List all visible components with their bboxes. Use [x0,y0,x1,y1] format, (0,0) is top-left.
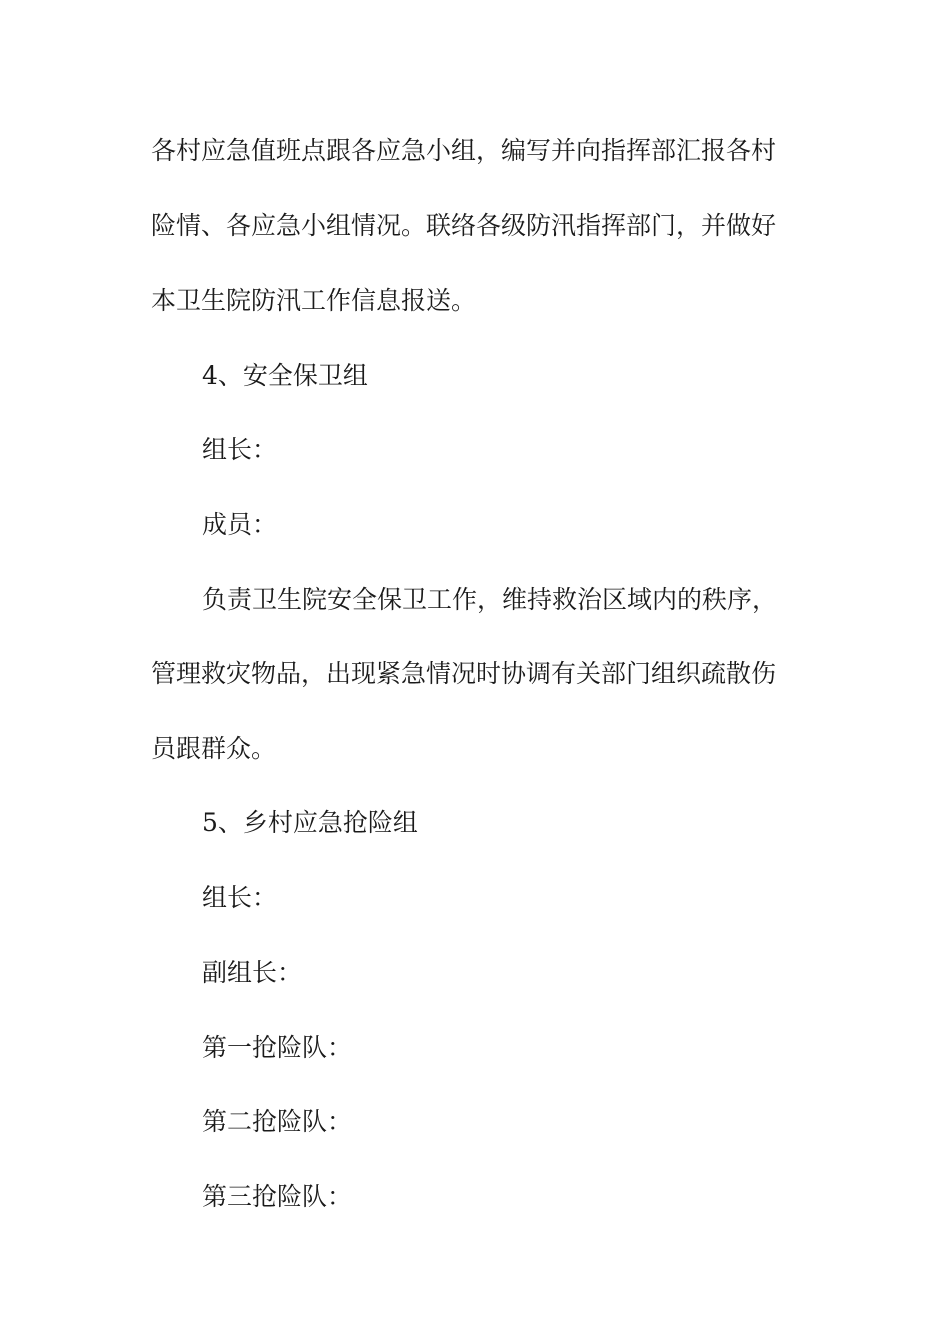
rescue-team-label: 第二抢险队： [202,1107,353,1136]
group-leader-label: 组长： [202,435,278,464]
rescue-team-label: 第一抢险队： [202,1033,353,1062]
body-text-line: 各村应急值班点跟各应急小组，编写并向指挥部汇报各村 [151,136,777,165]
group-leader-label: 组长： [202,883,278,912]
members-label: 成员： [202,510,278,539]
rescue-team-label: 第三抢险队： [202,1182,353,1211]
body-text-line: 员跟群众。 [151,734,277,763]
section-heading: 5、乡村应急抢险组 [202,808,418,837]
section-heading: 4、安全保卫组 [202,361,368,390]
body-text-line: 管理救灾物品，出现紧急情况时协调有关部门组织疏散伤 [151,659,777,688]
deputy-leader-label: 副组长： [202,958,303,987]
body-text-line: 本卫生院防汛工作信息报送。 [151,286,477,315]
body-text-line: 负责卫生院安全保卫工作，维持救治区域内的秩序， [202,585,778,614]
body-text-line: 险情、各应急小组情况。联络各级防汛指挥部门，并做好 [151,211,777,240]
